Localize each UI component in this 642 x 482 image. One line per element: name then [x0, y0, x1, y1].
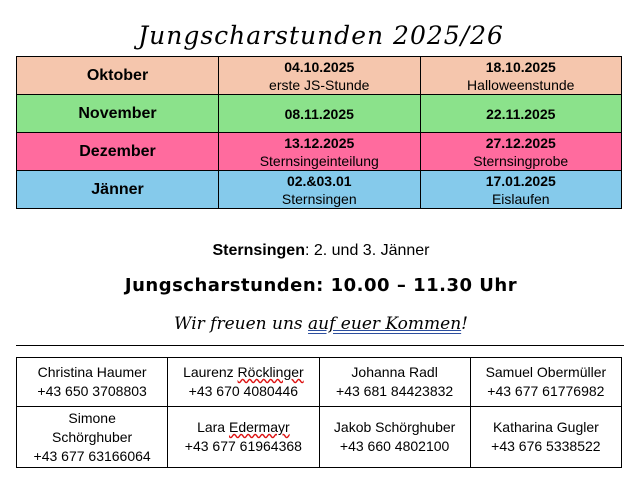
contact-phone: +43 677 61964368	[184, 438, 302, 454]
meeting-times: Jungscharstunden: 10.00 – 11.30 Uhr	[124, 275, 518, 296]
contact-name: Samuel Obermüller	[485, 364, 607, 380]
contact-card	[168, 407, 319, 468]
contact-card	[319, 358, 470, 407]
date-value: 17.01.2025	[485, 172, 556, 189]
month-label: Oktober	[17, 57, 219, 95]
sternsingen-text: : 2. und 3. Jänner	[304, 242, 430, 259]
date-note: Sternsingprobe	[473, 152, 569, 169]
date-note: Sternsingen	[281, 190, 357, 207]
table-row	[17, 133, 622, 171]
date-note: Sternsingeinteilung	[259, 152, 379, 169]
date-value: 22.11.2025	[486, 105, 556, 122]
divider	[16, 345, 624, 346]
month-label: Dezember	[17, 133, 219, 171]
contacts-table	[16, 357, 622, 468]
date-value: 02.&03.01	[286, 172, 352, 189]
welcome-pre: Wir freuen uns	[174, 314, 309, 334]
contact-name: Johanna Radl	[351, 364, 438, 380]
contact-phone: +43 681 84423832	[336, 383, 454, 399]
date-note: erste JS-Stunde	[269, 76, 370, 93]
contact-card	[17, 358, 168, 407]
sternsingen-info	[0, 242, 642, 260]
contact-phone: +43 677 61776982	[487, 383, 605, 399]
date-cell	[219, 95, 421, 133]
date-cell	[219, 171, 421, 209]
sternsingen-label: Sternsingen	[212, 242, 305, 259]
contact-name: Laurenz Röcklinger	[183, 364, 304, 380]
page-title: Jungscharstunden 2025/26	[138, 20, 504, 50]
date-value: 04.10.2025	[284, 58, 355, 75]
contact-card	[470, 407, 621, 468]
contact-card	[470, 358, 621, 407]
contact-card	[17, 407, 168, 468]
table-row	[17, 407, 622, 468]
welcome-line	[0, 314, 642, 334]
welcome-underlined: auf euer Kommen	[308, 314, 462, 334]
contact-name: Katharina Gugler	[492, 419, 599, 435]
date-value: 27.12.2025	[485, 134, 556, 151]
date-value: 08.11.2025	[284, 105, 354, 122]
date-value: 13.12.2025	[284, 134, 355, 151]
welcome-post: !	[461, 314, 468, 334]
date-cell	[420, 171, 622, 209]
month-label: Jänner	[17, 171, 219, 209]
contact-phone: +43 650 3708803	[37, 383, 147, 399]
table-row	[17, 57, 622, 95]
date-note: Halloweenstunde	[467, 76, 575, 93]
contact-card	[168, 358, 319, 407]
contact-card	[319, 407, 470, 468]
table-row	[17, 171, 622, 209]
contact-phone: +43 670 4080446	[188, 383, 299, 399]
date-cell	[420, 133, 622, 171]
date-cell	[420, 57, 622, 95]
contact-phone: +43 677 63166064	[33, 447, 151, 464]
date-cell	[219, 133, 421, 171]
schedule-table	[16, 56, 622, 209]
contact-name: Christina Haumer	[37, 364, 147, 380]
contact-name: Jakob Schörghuber	[333, 419, 456, 435]
table-row	[17, 95, 622, 133]
table-row	[17, 358, 622, 407]
date-value: 18.10.2025	[485, 58, 556, 75]
date-note: Eislaufen	[491, 190, 550, 207]
contact-name: Simone Schörghuber	[52, 409, 133, 445]
contact-name: Lara Edermayr	[197, 419, 290, 435]
date-cell	[219, 57, 421, 95]
month-label: November	[17, 95, 219, 133]
date-cell	[420, 95, 622, 133]
contact-phone: +43 660 4802100	[339, 438, 450, 454]
contact-phone: +43 676 5338522	[491, 438, 601, 454]
